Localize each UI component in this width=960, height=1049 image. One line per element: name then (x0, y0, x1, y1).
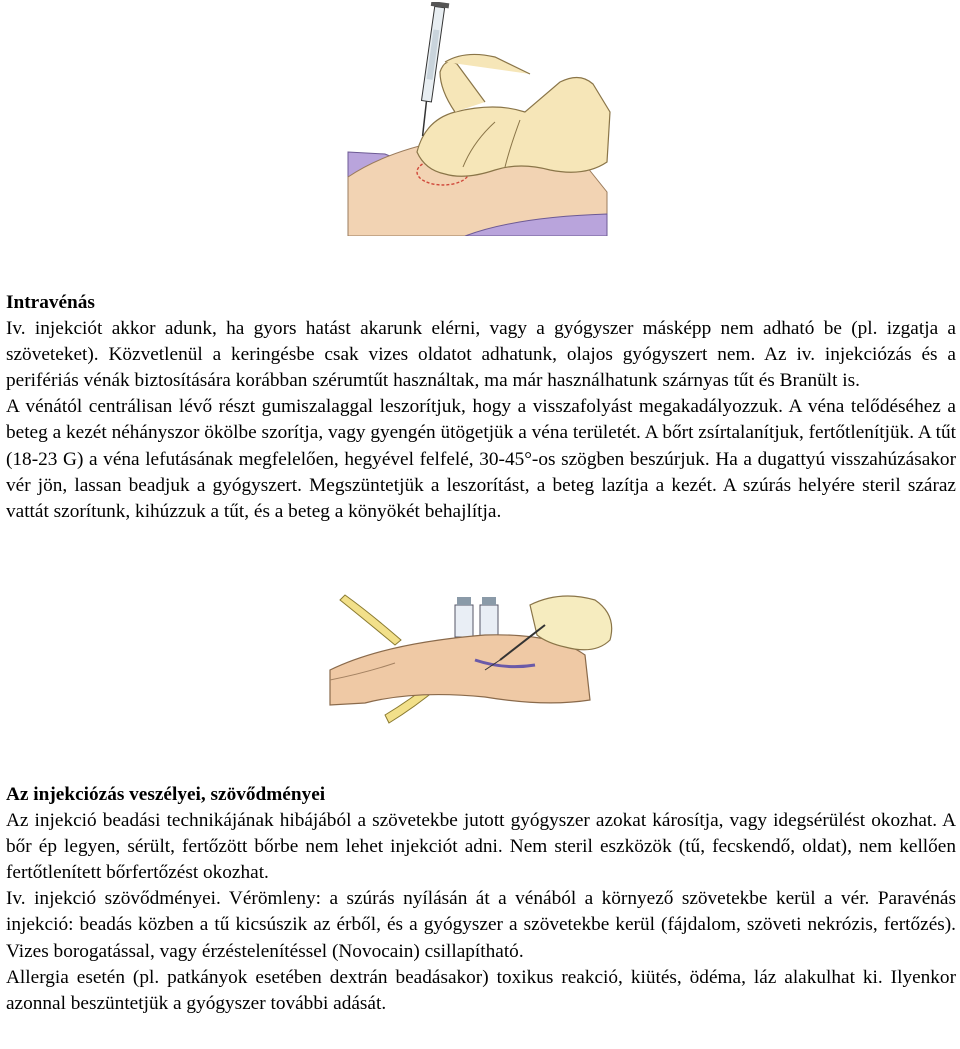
iv-injection-arm-icon (325, 585, 625, 730)
section-intravenous (6, 290, 956, 525)
paragraph: A vénától centrálisan lévő részt gumiszalaggal leszorítjuk, hogy a visszafolyást megakadályozzuk. A véna telődéséhez a beteg a kezét néhányszor ökölbe szorítja, vagy gyengén ütögetjük a véna területét. A bőrt zsírtalanítjuk, fertőtlenítjük. A tűt (18-23 G) a véna lefutásának megfelelően, hegyével felfelé, 30-45°-os szögben beszúrjuk. Ha a dugattyú visszahúzásakor vér jön, lassan beadjuk a gyógyszert. Megszüntetjük a leszorítást, a beteg lazítja a kezét. A szúrás helyére steril száraz vattát szorítunk, kihúzzuk a tűt, és a beteg a könyökét behajlítja. (6, 396, 956, 522)
section-complications (6, 782, 956, 1017)
section-heading: Intravénás (6, 292, 95, 313)
section-heading: Az injekciózás veszélyei, szövődményei (6, 784, 326, 805)
paragraph: Iv. injekciót akkor adunk, ha gyors hatást akarunk elérni, vagy a gyógyszer másképp nem adható be (pl. izgatja a szöveteket). Közvetlenül a keringésbe csak vizes oldatot adhatunk, olajos gyógyszert nem. Az iv. injekciózás és a perifériás vénák biztosítására korábban szérumtűt használtak, ma már használhatunk szárnyas tűt és Branült is. (6, 318, 956, 392)
paragraph: Iv. injekció szövődményei. Vérömleny: a szúrás nyílásán át a vénából a környező szövetekbe kerül a vér. Paravénás injekció: beadás közben a tű kicsúszik az érből, és a gyógyszer a szövetekbe kerül (fájdalom, szöveti nekrózis, fertőzés). Vizes borogatással, vagy érzéstelenítéssel (Novocain) csillapítható. (6, 888, 956, 962)
paragraph: Az injekció beadási technikájának hibájából a szövetekbe jutott gyógyszer azokat károsítja, vagy idegsérülést okozhat. A bőr ép legyen, sérült, fertőzött bőrbe nem lehet injekciót adni. Nem steril eszközök (tű, fecskendő, oldat), nem kellően fertőtlenített bőrfertőzést okozhat. (6, 810, 956, 884)
syringe-injection-hand-icon (345, 2, 615, 236)
paragraph: Allergia esetén (pl. patkányok esetében dextrán beadásakor) toxikus reakció, kiütés, ödéma, láz alakulhat ki. Ilyenkor azonnal beszüntetjük a gyógyszer további adását. (6, 966, 956, 1014)
